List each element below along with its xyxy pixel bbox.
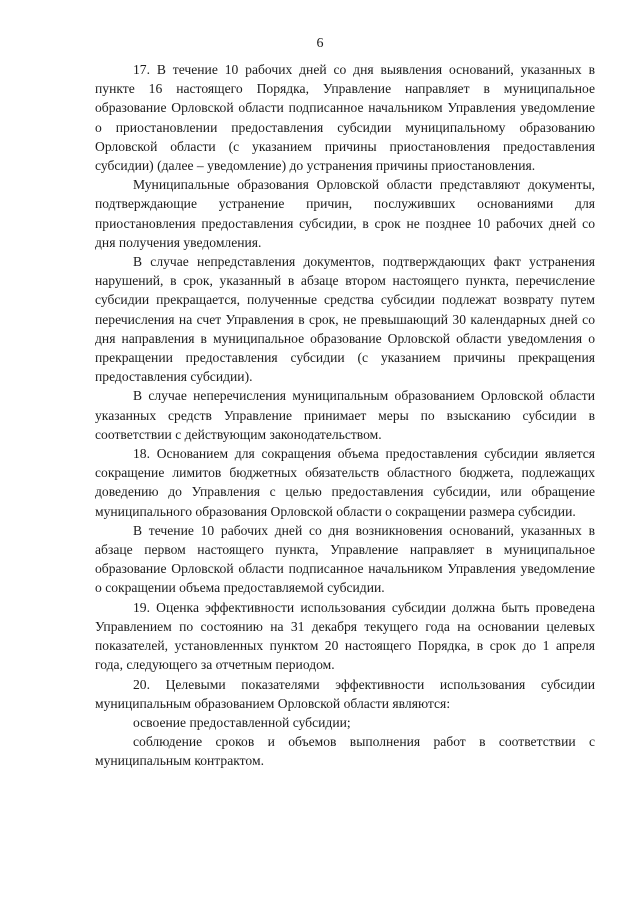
document-body [95, 60, 595, 771]
paragraph-documents-submission: Муниципальные образования Орловской области представляют документы, подтверждающие устранение причин, послуживших основаниями для приостановления предоставления субсидии, в срок не позднее 10 рабочих дней со дня получения уведомления. [95, 177, 595, 250]
paragraph-termination: В случае непредставления документов, подтверждающих факт устранения нарушений, в срок, указанный в абзаце втором настоящего пункта, перечисление субсидии прекращается, полученные средства субсидии подлежат возврату путем перечисления на счет Управления в срок, не превышающий 30 календарных дней со дня направления в муниципальное образование Орловской области уведомления о прекращении предоставления субсидии (с указанием причины прекращения предоставления субсидии). [95, 254, 595, 385]
paragraph-20-indicators: 20. Целевыми показателями эффективности использования субсидии муниципальным образованием Орловской области являются: [95, 676, 595, 711]
paragraph-18-reduction-basis: 18. Основанием для сокращения объема предоставления субсидии является сокращение лимитов бюджетных обязательств областного бюджета, подлежащих доведению до Управления с целью предоставления субсидии, или обращение муниципального образования Орловской области о сокращении размера субсидии. [95, 446, 595, 519]
indicator-item-1: освоение предоставленной субсидии; [133, 714, 351, 730]
page-number: 6 [316, 36, 324, 51]
paragraph-17-notice: 17. В течение 10 рабочих дней со дня выявления оснований, указанных в пункте 16 настоящего Порядка, Управление направляет в муниципальное образование Орловской области подписанное начальником Управления уведомление о приостановлении предоставления субсидии муниципальному образованию Орловской области (с указанием причины приостановления предоставления субсидии) (далее – уведомление) до устранения причины приостановления. [95, 62, 595, 174]
paragraph-reduction-notice: В течение 10 рабочих дней со дня возникновения оснований, указанных в абзаце первом настоящего пункта, Управление направляет в муниципальное образование Орловской области подписанное начальником Управления уведомление о сокращении объема предоставляемой субсидии. [95, 522, 595, 596]
paragraph-recovery: В случае неперечисления муниципальным образованием Орловской области указанных средств Управление принимает меры по взысканию субсидии в соответствии с действующим законодательством. [95, 388, 595, 442]
indicator-item-2: соблюдение сроков и объемов выполнения работ в соответствии с муниципальным контрактом. [95, 734, 595, 769]
paragraph-19-evaluation: 19. Оценка эффективности использования субсидии должна быть проведена Управлением по состоянию на 31 декабря текущего года на основании целевых показателей, установленных пунктом 20 настоящего Порядка, в срок до 1 апреля года, следующего за отчетным периодом. [95, 599, 595, 673]
